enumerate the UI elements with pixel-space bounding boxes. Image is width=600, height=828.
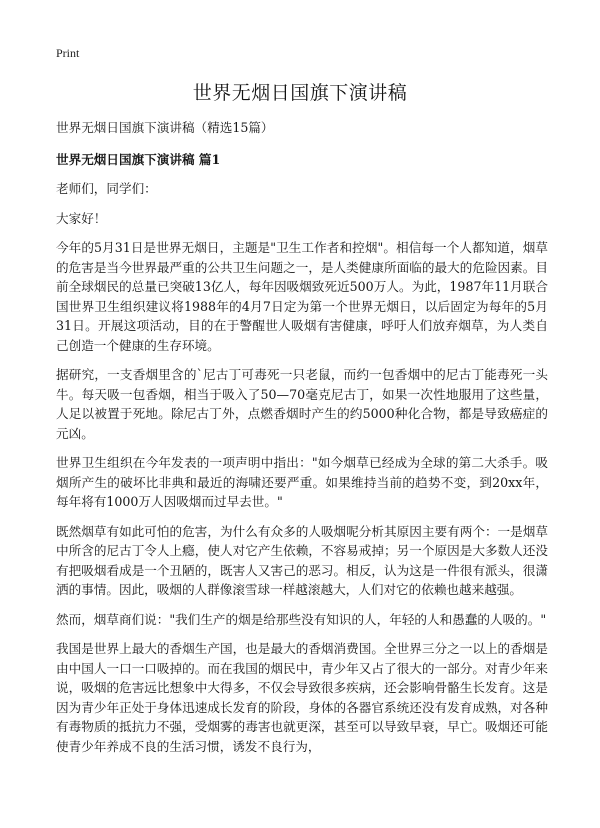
salutation-paragraph: 大家好！ xyxy=(56,210,107,226)
body-paragraph: 既然烟草有如此可怕的危害，为什么有众多的人吸烟呢分析其原因主要有两个：一是烟草中所含的尼古丁令人上瘾，使人对它产生依赖，不容易戒掉；另一个原因是大多数人还没有把吸烟看成是一个丑陋的，既害人又害己的恶习。相反，认为这是一件很有派头，很潇洒的事情。因此，吸烟的人群像滚雪球一样越滚越大，人们对它的依赖也越来越强。 xyxy=(56,523,548,597)
body-paragraph: 今年的5月31日是世界无烟日，主题是"卫生工作者和控烟"。相信每一个人都知道，烟草的危害是当今世界最严重的公共卫生问题之一，是人类健康所面临的最大的危险因素。目前全球烟民的总量已突破13亿人，每年因吸烟致死近500万人。为此，1987年11月联合国世界卫生组织建议将1988年的4月7日定为第一个世界无烟日，以后固定为每年的5月31日。开展这项活动，目的在于警醒世人吸烟有害健康，呼吁人们放弃烟草，为人类自己创造一个健康的生存环境。 xyxy=(56,240,548,353)
print-label: Print xyxy=(56,46,80,60)
greeting-paragraph: 老师们，同学们： xyxy=(56,181,157,196)
body-paragraph: 然而，烟草商们说："我们生产的烟是给那些没有知识的人，年轻的人和愚蠢的人吸的。" xyxy=(56,611,547,627)
section-heading: 世界无烟日国旗下演讲稿 篇1 xyxy=(56,151,221,167)
body-paragraph: 世界卫生组织在今年发表的一项声明中指出："如今烟草已经成为全球的第二大杀手。吸烟所产生的破坏比非典和最近的海啸还要严重。如果维持当前的趋势不变，到20xx年，每年将有1000万人因吸烟而过早去世。" xyxy=(56,455,548,509)
body-paragraph: 我国是世界上最大的香烟生产国，也是最大的香烟消费国。全世界三分之一以上的香烟是由中国人一口一口吸掉的。而在我国的烟民中，青少年又占了很大的一部分。对青少年来说，吸烟的危害远比想象中大得多，不仅会导致很多疾病，还会影响骨骼生长发育。这是因为青少年正处于身体迅速成长发育的阶段，身体的各器官系统还没有发育成熟，对各种有毒物质的抵抗力不强，受烟雾的毒害也就更深，甚至可以导致早衰，早亡。吸烟还可能使青少年养成不良的生活习惯，诱发不良行为， xyxy=(56,641,548,754)
body-paragraph: 据研究，一支香烟里含的`尼古丁可毒死一只老鼠，而约一包香烟中的尼古丁能毒死一头牛。每天吸一包香烟，相当于吸入了50—70毫克尼古丁，如果一次性地服用了这些量，人足以被置于死地。除尼古丁外，点燃香烟时产生的约5000种化合物，都是导致癌症的元凶。 xyxy=(56,367,548,441)
document-body xyxy=(56,118,548,766)
document-subtitle: 世界无烟日国旗下演讲稿（精选15篇） xyxy=(56,120,274,135)
page-title: 世界无烟日国旗下演讲稿 xyxy=(192,82,408,104)
